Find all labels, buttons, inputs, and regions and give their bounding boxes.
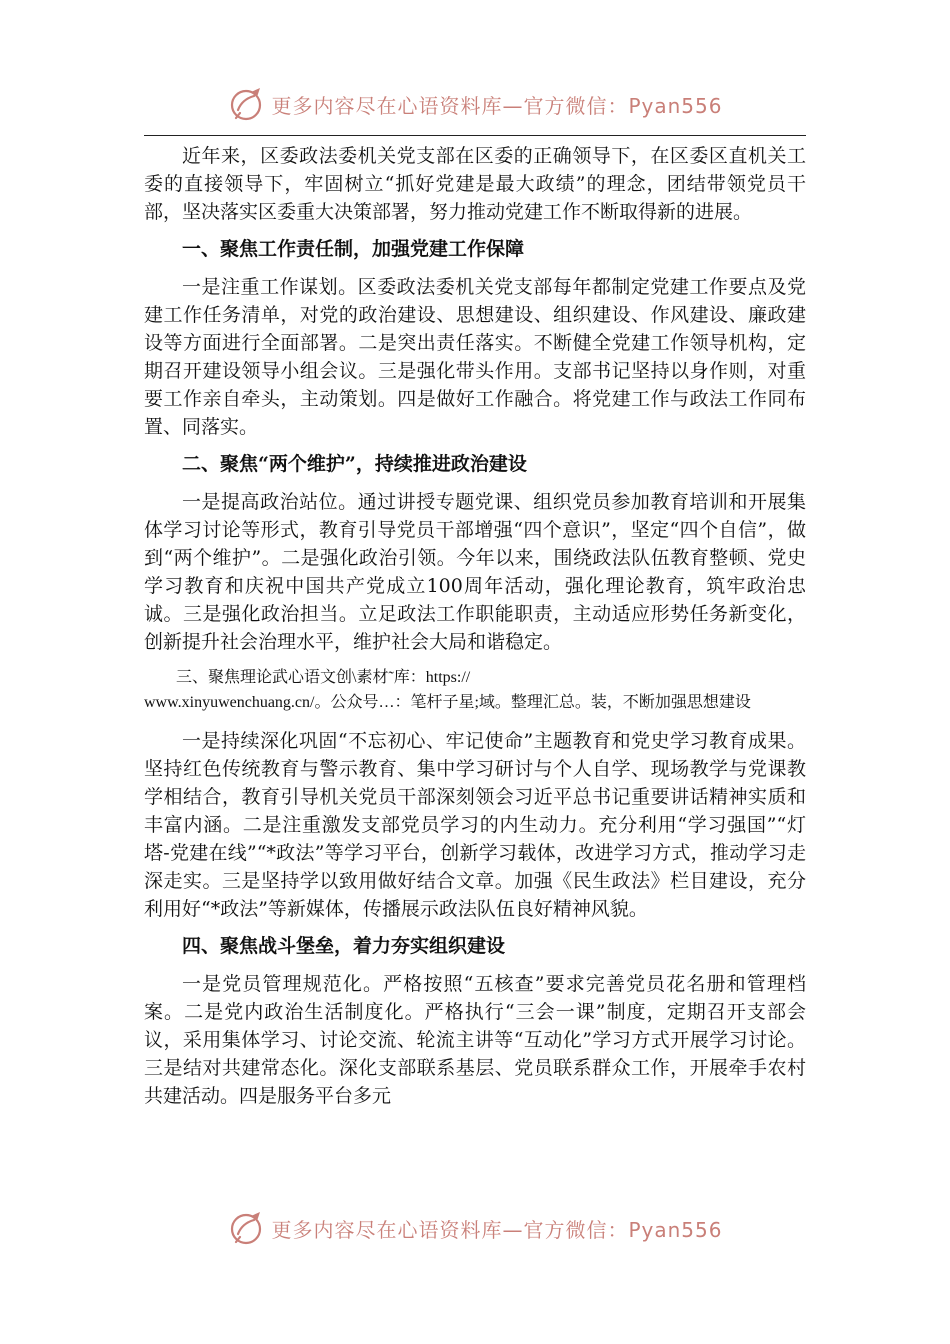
footer-watermark (0, 1206, 950, 1250)
section-heading-1: 一、聚焦工作责任制，加强党建工作保障 (182, 238, 525, 260)
section-heading-2: 二、聚焦“两个维护”，持续推进政治建设 (182, 453, 527, 475)
header-watermark (0, 82, 950, 126)
intro-paragraph: 近年来，区委政法委机关党支部在区委的正确领导下，在区委区直机关工委的直接领导下，牢固树立“抓好党建是最大政绩”的理念，团结带领党员干部，坚决落实区委重大决策部署，努力推动党建工作不断取得新的进展。 (144, 145, 806, 223)
section-paragraph-3: 一是持续深化巩固“不忘初心、牢记使命”主题教育和党史学习教育成果。坚持红色传统教育与警示教育、集中学习研讨与个人自学、现场教学与党课教学相结合，教育引导机关党员干部深刻领会习近平总书记重要讲话精神实质和丰富内涵。二是注重激发支部党员学习的内生动力。充分利用“学习强国”“灯塔-党建在线”“*政法”等学习平台，创新学习载体，改进学习方式，推动学习走深走实。三是坚持学以致用做好结合文章。加强《民生政法》栏目建设，充分利用好“*政法”等新媒体，传播展示政法队伍良好精神风貌。 (144, 730, 806, 920)
section-heading-3 (144, 665, 806, 715)
header-watermark-text: 更多内容尽在心语资料库—官方微信：Pyan556 (271, 93, 723, 118)
document-body (144, 142, 806, 1119)
section-heading-3-line-2: www.xinyuwenchuang.cn/。公众号…：笔杆子星;域。整理汇总。装，不断加强思想建设 (144, 694, 751, 711)
pen-logo-icon (227, 1208, 267, 1248)
pen-logo-icon (227, 84, 267, 124)
section-heading-3-line-1: 三、聚焦理论武心语文创\素材˜库：https:// (176, 669, 471, 686)
header-divider (144, 135, 806, 136)
section-paragraph-4: 一是党员管理规范化。严格按照“五核查”要求完善党员花名册和管理档案。二是党内政治生活制度化。严格执行“三会一课”制度，定期召开支部会议，采用集体学习、讨论交流、轮流主讲等“互动化”学习方式开展学习讨论。三是结对共建常态化。深化支部联系基层、党员联系群众工作，开展牵手农村共建活动。四是服务平台多元 (144, 973, 806, 1107)
section-paragraph-1: 一是注重工作谋划。区委政法委机关党支部每年都制定党建工作要点及党建工作任务清单，对党的政治建设、思想建设、组织建设、作风建设、廉政建设等方面进行全面部署。二是突出责任落实。不断健全党建工作领导机构，定期召开建设领导小组会议。三是强化带头作用。支部书记坚持以身作则，对重要工作亲自牵头，主动策划。四是做好工作融合。将党建工作与政法工作同布置、同落实。 (144, 276, 806, 438)
section-heading-4: 四、聚焦战斗堡垒，着力夯实组织建设 (182, 935, 506, 957)
section-paragraph-2: 一是提高政治站位。通过讲授专题党课、组织党员参加教育培训和开展集体学习讨论等形式，教育引导党员干部增强“四个意识”，坚定“四个自信”，做到“两个维护”。二是强化政治引领。今年以来，围绕政法队伍教育整顿、党史学习教育和庆祝中国共产党成立100周年活动，强化理论教育，筑牢政治忠诚。三是强化政治担当。立足政法工作职能职责，主动适应形势任务新变化，创新提升社会治理水平，维护社会大局和谐稳定。 (144, 491, 806, 653)
footer-watermark-text: 更多内容尽在心语资料库—官方微信：Pyan556 (271, 1217, 723, 1242)
